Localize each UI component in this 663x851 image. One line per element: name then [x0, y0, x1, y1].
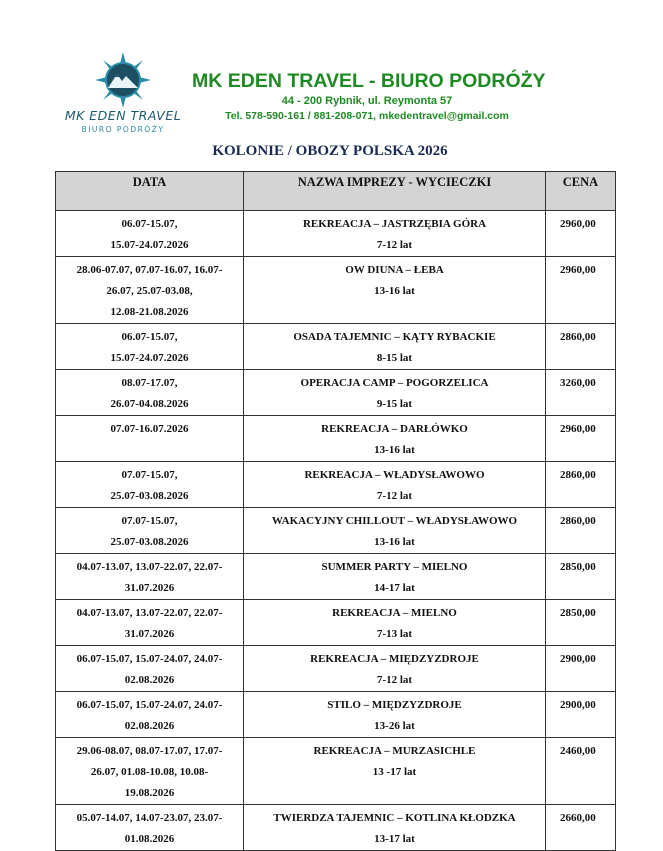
date-cell [56, 257, 244, 324]
table-body [56, 211, 616, 851]
date-line: 07.07-15.07, [121, 515, 178, 527]
date-cell [56, 692, 244, 738]
date-cell [56, 600, 244, 646]
date-line: 06.07-15.07, 15.07-24.07, 24.07- [76, 653, 223, 665]
date-line: 31.07.2026 [124, 628, 175, 640]
date-cell [56, 462, 244, 508]
date-line: 01.08.2026 [124, 833, 175, 845]
price-cell: 2860,00 [546, 508, 616, 554]
date-line: 15.07-24.07.2026 [110, 239, 189, 251]
table-row [56, 738, 616, 805]
event-age-range: 14-17 lat [374, 582, 415, 594]
column-header-date: DATA [56, 172, 244, 211]
event-cell [244, 462, 546, 508]
event-age-range: 13 -17 lat [372, 766, 417, 778]
event-age-range: 13-26 lat [374, 720, 415, 732]
event-name: REKREACJA – MIELNO [332, 607, 457, 619]
price-cell: 2660,00 [546, 805, 616, 851]
event-name: WAKACYJNY CHILLOUT – WŁADYSŁAWOWO [271, 515, 518, 527]
event-cell [244, 257, 546, 324]
date-cell [56, 370, 244, 416]
event-name: REKREACJA – MURZASICHLE [313, 745, 476, 757]
date-line: 29.06-08.07, 08.07-17.07, 17.07- [76, 745, 223, 757]
date-line: 26.07-04.08.2026 [110, 398, 189, 410]
event-age-range: 13-16 lat [374, 536, 415, 548]
date-line: 08.07-17.07, [121, 377, 178, 389]
date-line: 26.07, 01.08-10.08, 10.08- [90, 766, 209, 778]
event-cell [244, 646, 546, 692]
price-cell: 2860,00 [546, 462, 616, 508]
event-cell [244, 738, 546, 805]
table-row [56, 324, 616, 370]
date-line: 06.07-15.07, [121, 218, 178, 230]
event-name: REKREACJA – DARŁÓWKO [321, 423, 468, 435]
event-name: REKREACJA – WŁADYSŁAWOWO [304, 469, 485, 481]
date-line: 02.08.2026 [124, 720, 175, 732]
date-line: 06.07-15.07, [121, 331, 178, 343]
date-cell [56, 805, 244, 851]
company-logo [58, 50, 188, 140]
event-cell [244, 211, 546, 257]
date-line: 25.07-03.08.2026 [110, 490, 189, 502]
table-row [56, 462, 616, 508]
table-row [56, 257, 616, 324]
company-contact: Tel. 578-590-161 / 881-208-071, mkedentravel@gmail.com [225, 110, 509, 122]
price-cell: 2850,00 [546, 554, 616, 600]
event-name: REKREACJA – MIĘDZYZDROJE [310, 653, 479, 665]
event-name: SUMMER PARTY – MIELNO [321, 561, 468, 573]
logo-wordmark: MK EDEN TRAVEL [64, 108, 182, 123]
event-age-range: 13-17 lat [374, 833, 415, 845]
table-row [56, 211, 616, 257]
date-line: 12.08-21.08.2026 [110, 306, 189, 318]
event-cell [244, 554, 546, 600]
price-cell: 2860,00 [546, 324, 616, 370]
column-header-name: NAZWA IMPREZY - WYCIECZKI [244, 172, 546, 211]
event-name: REKREACJA – JASTRZĘBIA GÓRA [302, 218, 487, 230]
date-line: 05.07-14.07, 14.07-23.07, 23.07- [76, 812, 223, 824]
column-header-price: CENA [546, 172, 616, 211]
price-cell: 2900,00 [546, 646, 616, 692]
event-age-range: 7-12 lat [376, 239, 413, 251]
date-line: 02.08.2026 [124, 674, 175, 686]
table-row [56, 692, 616, 738]
event-age-range: 9-15 lat [376, 398, 413, 410]
event-age-range: 7-12 lat [376, 674, 413, 686]
table-header-row [56, 172, 616, 211]
price-cell: 2960,00 [546, 211, 616, 257]
event-age-range: 13-16 lat [374, 444, 415, 456]
date-line: 28.06-07.07, 07.07-16.07, 16.07- [76, 264, 223, 276]
date-cell [56, 324, 244, 370]
event-cell [244, 370, 546, 416]
table-row [56, 554, 616, 600]
date-cell [56, 738, 244, 805]
date-line: 07.07-16.07.2026 [110, 423, 189, 435]
event-cell [244, 692, 546, 738]
event-name: OPERACJA CAMP – POGORZELICA [300, 377, 489, 389]
date-line: 04.07-13.07, 13.07-22.07, 22.07- [76, 607, 223, 619]
table-row [56, 416, 616, 462]
document-title: KOLONIE / OBOZY POLSKA 2026 [212, 143, 448, 159]
company-address: 44 - 200 Rybnik, ul. Reymonta 57 [281, 95, 453, 107]
event-age-range: 8-15 lat [376, 352, 413, 364]
event-cell [244, 600, 546, 646]
event-cell [244, 805, 546, 851]
table-row [56, 805, 616, 851]
logo-subtitle: BIURO PODRÓŻY [81, 125, 165, 134]
date-line: 19.08.2026 [124, 787, 175, 799]
price-cell: 2850,00 [546, 600, 616, 646]
event-name: OW DIUNA – ŁEBA [345, 264, 444, 276]
date-line: 15.07-24.07.2026 [110, 352, 189, 364]
event-cell [244, 508, 546, 554]
table-row [56, 600, 616, 646]
table-row [56, 646, 616, 692]
table-row [56, 370, 616, 416]
table-row [56, 508, 616, 554]
price-cell: 3260,00 [546, 370, 616, 416]
price-cell: 2460,00 [546, 738, 616, 805]
event-name: TWIERDZA TAJEMNIC – KOTLINA KŁODZKA [273, 812, 516, 824]
event-cell [244, 416, 546, 462]
event-age-range: 13-16 lat [374, 285, 415, 297]
price-cell: 2960,00 [546, 416, 616, 462]
offers-table [55, 171, 616, 851]
date-cell [56, 211, 244, 257]
event-age-range: 7-13 lat [376, 628, 413, 640]
price-cell: 2960,00 [546, 257, 616, 324]
date-line: 31.07.2026 [124, 582, 175, 594]
company-name: MK EDEN TRAVEL - BIURO PODRÓŻY [192, 70, 546, 92]
date-line: 04.07-13.07, 13.07-22.07, 22.07- [76, 561, 223, 573]
event-cell [244, 324, 546, 370]
date-cell [56, 646, 244, 692]
compass-mountain-icon [95, 52, 151, 108]
date-cell [56, 508, 244, 554]
date-line: 25.07-03.08.2026 [110, 536, 189, 548]
date-line: 26.07, 25.07-03.08, [106, 285, 193, 297]
event-age-range: 7-12 lat [376, 490, 413, 502]
event-name: STILO – MIĘDZYZDROJE [327, 699, 462, 711]
date-line: 07.07-15.07, [121, 469, 178, 481]
price-cell: 2900,00 [546, 692, 616, 738]
date-cell [56, 554, 244, 600]
event-name: OSADA TAJEMNIC – KĄTY RYBACKIE [293, 331, 496, 343]
date-cell [56, 416, 244, 462]
date-line: 06.07-15.07, 15.07-24.07, 24.07- [76, 699, 223, 711]
